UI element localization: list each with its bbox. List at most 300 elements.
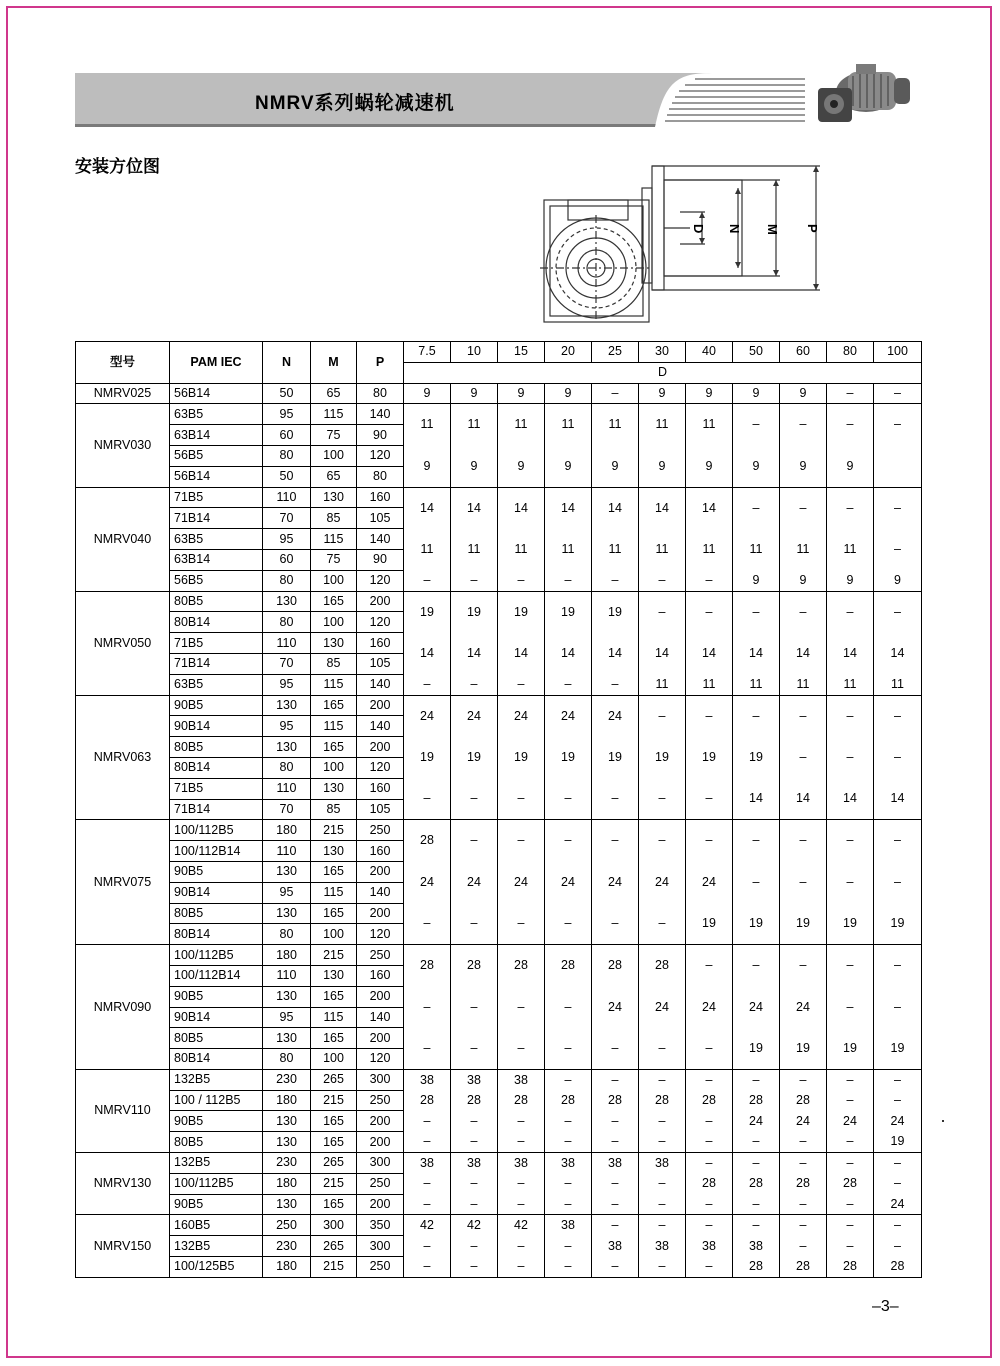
d-value-cell: 14: [686, 487, 733, 529]
d-value-cell: 11: [827, 529, 874, 571]
d-value-cell: 28: [827, 1257, 874, 1278]
d-value-cell: –: [827, 591, 874, 633]
d-value-cell: –: [780, 1215, 827, 1236]
table-row: [76, 445, 922, 466]
header-ratio: 50: [733, 342, 780, 363]
n-cell: 50: [263, 383, 311, 404]
dimension-table: [75, 341, 922, 1278]
model-name-cell: NMRV040: [76, 487, 170, 591]
d-value-cell: 38: [545, 1153, 592, 1174]
d-value-cell: –: [498, 778, 545, 820]
d-value-cell: 38: [498, 1069, 545, 1090]
d-value-cell: 9: [498, 445, 545, 487]
d-value-cell: –: [592, 1257, 639, 1278]
table-row: [76, 591, 922, 612]
table-row: [76, 737, 922, 758]
d-value-cell: 11: [592, 404, 639, 446]
n-cell: 230: [263, 1069, 311, 1090]
d-value-cell: 38: [451, 1153, 498, 1174]
p-cell: 120: [357, 757, 404, 778]
pam-iec-cell: 100/112B5: [170, 1173, 263, 1194]
d-value-cell: 24: [404, 861, 451, 903]
model-name-cell: NMRV050: [76, 591, 170, 695]
d-value-cell: –: [780, 1236, 827, 1257]
m-cell: 165: [311, 1028, 357, 1049]
m-cell: 130: [311, 778, 357, 799]
d-value-cell: –: [545, 1132, 592, 1153]
d-value-cell: 24: [545, 695, 592, 737]
p-cell: 140: [357, 674, 404, 695]
d-value-cell: –: [498, 1132, 545, 1153]
m-cell: 265: [311, 1069, 357, 1090]
n-cell: 110: [263, 487, 311, 508]
d-value-cell: 38: [498, 1153, 545, 1174]
p-cell: 300: [357, 1069, 404, 1090]
drawing-label-m: M: [765, 224, 780, 235]
d-value-cell: –: [639, 591, 686, 633]
d-value-cell: 42: [404, 1215, 451, 1236]
d-value-cell: 19: [498, 591, 545, 633]
d-value-cell: –: [592, 570, 639, 591]
model-name-cell: NMRV130: [76, 1153, 170, 1215]
d-value-cell: 38: [733, 1236, 780, 1257]
m-cell: 215: [311, 1090, 357, 1111]
d-value-cell: 9: [498, 383, 545, 404]
pam-iec-cell: 132B5: [170, 1236, 263, 1257]
d-value-cell: 9: [827, 570, 874, 591]
d-value-cell: –: [639, 1069, 686, 1090]
d-value-cell: 9: [780, 570, 827, 591]
d-value-cell: 14: [780, 633, 827, 675]
d-value-cell: –: [639, 903, 686, 945]
stray-dot: [942, 1120, 944, 1122]
d-value-cell: 28: [404, 945, 451, 987]
d-value-cell: –: [827, 383, 874, 404]
table-row: [76, 1153, 922, 1174]
d-value-cell: 28: [780, 1257, 827, 1278]
d-value-cell: 38: [592, 1236, 639, 1257]
d-value-cell: –: [874, 861, 922, 903]
d-value-cell: –: [733, 1132, 780, 1153]
d-value-cell: 14: [451, 633, 498, 675]
n-cell: 50: [263, 466, 311, 487]
d-value-cell: –: [686, 1069, 733, 1090]
m-cell: 165: [311, 861, 357, 882]
p-cell: 200: [357, 737, 404, 758]
d-value-cell: 14: [827, 778, 874, 820]
d-value-cell: 11: [733, 674, 780, 695]
pam-iec-cell: 71B14: [170, 653, 263, 674]
pam-iec-cell: 71B5: [170, 487, 263, 508]
d-value-cell: 24: [733, 986, 780, 1028]
n-cell: 130: [263, 903, 311, 924]
d-value-cell: 24: [639, 986, 686, 1028]
d-value-cell: –: [639, 1215, 686, 1236]
d-value-cell: –: [639, 778, 686, 820]
d-value-cell: –: [780, 1194, 827, 1215]
d-value-cell: –: [451, 1194, 498, 1215]
d-value-cell: –: [639, 695, 686, 737]
d-value-cell: 14: [404, 487, 451, 529]
d-value-cell: 9: [780, 445, 827, 487]
p-cell: 200: [357, 695, 404, 716]
d-value-cell: 19: [780, 903, 827, 945]
d-value-cell: –: [451, 1132, 498, 1153]
d-value-cell: 28: [451, 945, 498, 987]
m-cell: 115: [311, 404, 357, 425]
pam-iec-cell: 90B14: [170, 882, 263, 903]
m-cell: 100: [311, 924, 357, 945]
d-value-cell: –: [498, 1173, 545, 1194]
n-cell: 250: [263, 1215, 311, 1236]
d-value-cell: –: [498, 820, 545, 862]
table-row: [76, 1132, 922, 1153]
header-model: 型号: [76, 342, 170, 384]
d-value-cell: 14: [827, 633, 874, 675]
d-value-cell: –: [404, 1132, 451, 1153]
d-value-cell: 19: [592, 737, 639, 779]
m-cell: 100: [311, 570, 357, 591]
d-value-cell: 19: [404, 737, 451, 779]
d-value-cell: –: [686, 1132, 733, 1153]
m-cell: 215: [311, 820, 357, 841]
table-row: [76, 383, 922, 404]
drawing-label-p: P: [805, 224, 820, 233]
d-value-cell: –: [733, 1194, 780, 1215]
d-value-cell: –: [874, 487, 922, 529]
d-value-cell: 14: [639, 487, 686, 529]
m-cell: 100: [311, 612, 357, 633]
n-cell: 95: [263, 882, 311, 903]
p-cell: 120: [357, 445, 404, 466]
pam-iec-cell: 71B14: [170, 508, 263, 529]
d-value-cell: –: [874, 986, 922, 1028]
header-ratio: 100: [874, 342, 922, 363]
table-row: [76, 820, 922, 841]
d-value-cell: –: [686, 570, 733, 591]
motor-photo: [808, 58, 920, 128]
d-value-cell: –: [780, 861, 827, 903]
d-value-cell: 24: [780, 986, 827, 1028]
m-cell: 165: [311, 591, 357, 612]
table-row: [76, 404, 922, 425]
p-cell: 105: [357, 653, 404, 674]
d-value-cell: 11: [733, 529, 780, 571]
d-value-cell: 28: [451, 1090, 498, 1111]
d-value-cell: 28: [733, 1173, 780, 1194]
n-cell: 95: [263, 404, 311, 425]
p-cell: 90: [357, 425, 404, 446]
d-value-cell: –: [874, 945, 922, 987]
p-cell: 200: [357, 903, 404, 924]
d-value-cell: 11: [686, 529, 733, 571]
d-value-cell: –: [451, 1028, 498, 1070]
d-value-cell: –: [639, 1132, 686, 1153]
n-cell: 70: [263, 508, 311, 529]
m-cell: 115: [311, 1007, 357, 1028]
d-value-cell: –: [451, 1236, 498, 1257]
p-cell: 140: [357, 404, 404, 425]
d-value-cell: 28: [827, 1173, 874, 1194]
d-value-cell: –: [639, 1173, 686, 1194]
d-value-cell: 9: [404, 445, 451, 487]
m-cell: 165: [311, 737, 357, 758]
n-cell: 110: [263, 965, 311, 986]
d-value-cell: –: [545, 986, 592, 1028]
d-value-cell: 9: [686, 383, 733, 404]
pam-iec-cell: 63B5: [170, 529, 263, 550]
d-value-cell: 38: [545, 1215, 592, 1236]
m-cell: 215: [311, 945, 357, 966]
model-name-cell: NMRV025: [76, 383, 170, 404]
d-value-cell: –: [639, 1028, 686, 1070]
d-value-cell: 28: [498, 1090, 545, 1111]
p-cell: 120: [357, 924, 404, 945]
d-value-cell: 19: [874, 1132, 922, 1153]
m-cell: 75: [311, 425, 357, 446]
table-row: [76, 1257, 922, 1278]
d-value-cell: 24: [498, 861, 545, 903]
n-cell: 130: [263, 1111, 311, 1132]
d-value-cell: –: [639, 570, 686, 591]
table-row: [76, 570, 922, 591]
d-value-cell: 19: [733, 1028, 780, 1070]
d-value-cell: –: [545, 1257, 592, 1278]
m-cell: 115: [311, 674, 357, 695]
m-cell: 165: [311, 986, 357, 1007]
d-value-cell: –: [733, 1153, 780, 1174]
d-value-cell: 24: [686, 986, 733, 1028]
m-cell: 165: [311, 1194, 357, 1215]
d-value-cell: –: [733, 945, 780, 987]
d-value-cell: 28: [404, 1090, 451, 1111]
n-cell: 180: [263, 1173, 311, 1194]
d-value-cell: 9: [451, 383, 498, 404]
d-value-cell: 11: [639, 529, 686, 571]
n-cell: 130: [263, 737, 311, 758]
table-row: [76, 861, 922, 882]
d-value-cell: –: [733, 861, 780, 903]
table-row: [76, 1173, 922, 1194]
d-value-cell: –: [498, 986, 545, 1028]
d-value-cell: –: [545, 1028, 592, 1070]
header-ratio: 30: [639, 342, 686, 363]
d-value-cell: 28: [404, 820, 451, 862]
n-cell: 180: [263, 820, 311, 841]
d-value-cell: 38: [451, 1069, 498, 1090]
pam-iec-cell: 80B14: [170, 757, 263, 778]
d-value-cell: 9: [545, 383, 592, 404]
d-value-cell: 11: [686, 674, 733, 695]
d-value-cell: 24: [874, 1194, 922, 1215]
d-value-cell: 9: [874, 570, 922, 591]
m-cell: 165: [311, 1132, 357, 1153]
d-value-cell: –: [545, 1069, 592, 1090]
d-value-cell: 14: [874, 633, 922, 675]
d-value-cell: 9: [780, 383, 827, 404]
d-value-cell: [874, 445, 922, 487]
d-value-cell: 24: [451, 861, 498, 903]
d-value-cell: 9: [451, 445, 498, 487]
n-cell: 95: [263, 1007, 311, 1028]
m-cell: 130: [311, 965, 357, 986]
d-value-cell: –: [874, 1069, 922, 1090]
m-cell: 165: [311, 903, 357, 924]
table-row: [76, 1090, 922, 1111]
m-cell: 165: [311, 695, 357, 716]
d-value-cell: –: [733, 1069, 780, 1090]
d-value-cell: –: [404, 1111, 451, 1132]
header-ratio: 10: [451, 342, 498, 363]
d-value-cell: –: [780, 591, 827, 633]
d-value-cell: –: [686, 820, 733, 862]
p-cell: 160: [357, 633, 404, 654]
pam-iec-cell: 90B5: [170, 695, 263, 716]
table-row: [76, 1069, 922, 1090]
d-value-cell: –: [592, 1069, 639, 1090]
d-value-cell: –: [827, 1153, 874, 1174]
d-value-cell: –: [404, 778, 451, 820]
p-cell: 80: [357, 466, 404, 487]
d-value-cell: 11: [498, 529, 545, 571]
d-value-cell: –: [451, 778, 498, 820]
n-cell: 180: [263, 945, 311, 966]
header-pam-iec: PAM IEC: [170, 342, 263, 384]
m-cell: 100: [311, 1049, 357, 1070]
d-value-cell: 9: [639, 445, 686, 487]
p-cell: 105: [357, 508, 404, 529]
table-row: [76, 903, 922, 924]
d-value-cell: –: [780, 695, 827, 737]
d-value-cell: –: [733, 1215, 780, 1236]
d-value-cell: –: [404, 1173, 451, 1194]
header-ratio: 60: [780, 342, 827, 363]
model-name-cell: NMRV063: [76, 695, 170, 820]
section-title: 安装方位图: [75, 157, 160, 176]
d-value-cell: –: [404, 1257, 451, 1278]
table-row: [76, 1236, 922, 1257]
pam-iec-cell: 80B14: [170, 612, 263, 633]
pam-iec-cell: 71B14: [170, 799, 263, 820]
d-value-cell: 28: [733, 1257, 780, 1278]
m-cell: 215: [311, 1173, 357, 1194]
d-value-cell: –: [404, 570, 451, 591]
d-value-cell: –: [592, 778, 639, 820]
drawing-label-d: D: [691, 224, 706, 234]
d-value-cell: –: [874, 529, 922, 571]
d-value-cell: –: [686, 1028, 733, 1070]
p-cell: 350: [357, 1215, 404, 1236]
d-value-cell: 42: [451, 1215, 498, 1236]
pam-iec-cell: 90B5: [170, 986, 263, 1007]
d-value-cell: 24: [639, 861, 686, 903]
d-value-cell: –: [733, 591, 780, 633]
d-value-cell: –: [874, 820, 922, 862]
model-name-cell: NMRV110: [76, 1069, 170, 1152]
pam-iec-cell: 80B14: [170, 1049, 263, 1070]
header-ratio: 80: [827, 342, 874, 363]
d-value-cell: 11: [545, 529, 592, 571]
d-value-cell: –: [874, 404, 922, 446]
d-value-cell: 14: [780, 778, 827, 820]
m-cell: 85: [311, 653, 357, 674]
p-cell: 300: [357, 1153, 404, 1174]
d-value-cell: –: [780, 1132, 827, 1153]
d-value-cell: –: [686, 1153, 733, 1174]
d-value-cell: –: [545, 820, 592, 862]
d-value-cell: –: [827, 695, 874, 737]
n-cell: 230: [263, 1236, 311, 1257]
header-d: D: [404, 362, 922, 383]
n-cell: 95: [263, 674, 311, 695]
d-value-cell: 14: [874, 778, 922, 820]
d-value-cell: 9: [733, 570, 780, 591]
p-cell: 250: [357, 1257, 404, 1278]
d-value-cell: 24: [592, 861, 639, 903]
n-cell: 130: [263, 591, 311, 612]
d-value-cell: –: [498, 1194, 545, 1215]
d-value-cell: –: [733, 487, 780, 529]
d-value-cell: –: [780, 945, 827, 987]
m-cell: 75: [311, 549, 357, 570]
d-value-cell: –: [451, 986, 498, 1028]
m-cell: 265: [311, 1236, 357, 1257]
table-row: [76, 778, 922, 799]
pam-iec-cell: 100/112B5: [170, 945, 263, 966]
d-value-cell: –: [404, 1028, 451, 1070]
d-value-cell: –: [545, 903, 592, 945]
d-value-cell: –: [498, 1111, 545, 1132]
d-value-cell: –: [451, 1173, 498, 1194]
d-value-cell: –: [404, 1236, 451, 1257]
d-value-cell: –: [498, 570, 545, 591]
pam-iec-cell: 56B5: [170, 570, 263, 591]
d-value-cell: 11: [639, 674, 686, 695]
d-value-cell: 19: [874, 903, 922, 945]
d-value-cell: –: [404, 1194, 451, 1215]
d-value-cell: 24: [686, 861, 733, 903]
d-value-cell: –: [827, 945, 874, 987]
d-value-cell: –: [592, 1028, 639, 1070]
d-value-cell: 38: [686, 1236, 733, 1257]
d-value-cell: –: [827, 1132, 874, 1153]
d-value-cell: 19: [733, 737, 780, 779]
header-n: N: [263, 342, 311, 384]
d-value-cell: 24: [780, 1111, 827, 1132]
n-cell: 60: [263, 549, 311, 570]
d-value-cell: 9: [545, 445, 592, 487]
d-value-cell: –: [827, 986, 874, 1028]
d-value-cell: –: [545, 1194, 592, 1215]
d-value-cell: 11: [451, 529, 498, 571]
d-value-cell: 24: [874, 1111, 922, 1132]
n-cell: 130: [263, 1132, 311, 1153]
pam-iec-cell: 132B5: [170, 1069, 263, 1090]
d-value-cell: –: [451, 674, 498, 695]
pam-iec-cell: 80B5: [170, 591, 263, 612]
d-value-cell: –: [404, 674, 451, 695]
d-value-cell: –: [639, 1194, 686, 1215]
p-cell: 200: [357, 1194, 404, 1215]
d-value-cell: 19: [451, 591, 498, 633]
d-value-cell: 11: [545, 404, 592, 446]
d-value-cell: –: [874, 1236, 922, 1257]
p-cell: 120: [357, 570, 404, 591]
d-value-cell: –: [827, 1215, 874, 1236]
m-cell: 215: [311, 1257, 357, 1278]
m-cell: 130: [311, 487, 357, 508]
d-value-cell: –: [545, 1111, 592, 1132]
